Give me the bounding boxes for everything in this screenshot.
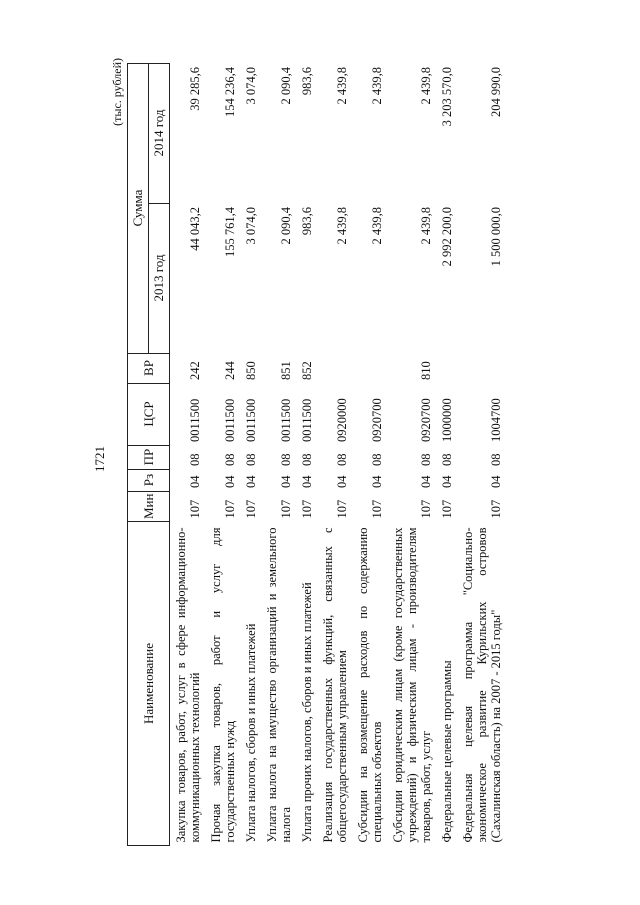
row-2014: 204 990,0	[489, 67, 503, 118]
row-2014: 154 236,4	[223, 67, 237, 118]
row-rz: 04	[223, 475, 237, 489]
row-2014: 3 203 570,0	[440, 67, 454, 127]
row-csr: 0011500	[188, 398, 202, 443]
row-name: Федеральные целевые программы	[440, 660, 454, 843]
header-csr: ЦСР	[128, 383, 170, 445]
row-csr: 0011500	[244, 398, 258, 443]
row-2013: 983,6	[300, 207, 314, 236]
row-rz: 04	[188, 475, 202, 489]
header-min: Мин	[128, 491, 170, 521]
row-pr: 08	[370, 453, 384, 467]
row-name: Прочая закупка товаров, работ и услуг для государственных нужд	[209, 527, 237, 843]
row-min: 107	[244, 499, 258, 519]
row-2014: 39 285,6	[188, 67, 202, 111]
row-min: 107	[300, 499, 314, 519]
row-rz: 04	[279, 475, 293, 489]
row-2013: 44 043,2	[188, 207, 202, 251]
row-vr: 852	[300, 361, 314, 381]
row-min: 107	[279, 499, 293, 519]
row-2013: 2 439,8	[335, 207, 349, 245]
row-csr: 0011500	[300, 398, 314, 443]
budget-table	[127, 63, 506, 846]
row-2013: 3 074,0	[244, 207, 258, 245]
row-vr	[436, 353, 457, 383]
row-min: 107	[370, 499, 384, 519]
row-min: 107	[188, 499, 202, 519]
row-rz: 04	[370, 475, 384, 489]
row-min: 107	[489, 499, 503, 519]
table-row	[387, 63, 436, 845]
row-csr: 0920000	[335, 398, 349, 443]
row-pr: 08	[440, 453, 454, 467]
row-rz: 04	[244, 475, 258, 489]
header-vr: ВР	[128, 353, 170, 383]
row-vr	[317, 353, 352, 383]
table-row	[436, 63, 457, 845]
row-csr: 0920700	[370, 398, 384, 443]
header-rz: Рз	[128, 469, 170, 491]
row-rz: 04	[440, 475, 454, 489]
row-name: Реализация государственных функций, связанных с общегосударственным управлением	[321, 527, 349, 843]
row-2013: 155 761,4	[223, 207, 237, 258]
row-pr: 08	[335, 453, 349, 467]
row-2014: 3 074,0	[244, 67, 258, 105]
row-pr: 08	[188, 453, 202, 467]
rotated-sheet	[80, 52, 560, 852]
row-rz: 04	[335, 475, 349, 489]
row-vr: 244	[223, 361, 237, 381]
row-pr: 08	[419, 453, 433, 467]
header-2014: 2014 год	[149, 63, 170, 203]
row-pr: 08	[489, 453, 503, 467]
table-row	[170, 63, 206, 845]
row-name: Уплата налогов, сборов и иных платежей	[244, 623, 258, 843]
row-vr: 850	[244, 361, 258, 381]
table-row	[352, 63, 387, 845]
row-2013: 2 439,8	[419, 207, 433, 245]
row-csr: 0011500	[223, 398, 237, 443]
table-row	[205, 63, 240, 845]
row-name: Субсидии юридическим лицам (кроме государственных учреждений) и физическим лицам - производителям товаров, работ, услуг	[391, 527, 433, 843]
row-rz: 04	[489, 475, 503, 489]
table-row	[296, 63, 317, 845]
header-pr: ПР	[128, 445, 170, 469]
table-body	[170, 63, 507, 845]
row-vr	[352, 353, 387, 383]
row-min: 107	[335, 499, 349, 519]
row-2014: 2 439,8	[370, 67, 384, 105]
row-2014: 2 439,8	[335, 67, 349, 105]
row-vr: 810	[419, 361, 433, 381]
row-csr: 0920700	[419, 398, 433, 443]
row-name: Субсидии на возмещение расходов по содержанию специальных объектов	[356, 527, 384, 843]
table-row	[261, 63, 296, 845]
header-name: Наименование	[128, 522, 170, 846]
row-vr	[457, 353, 506, 383]
row-csr: 1004700	[489, 398, 503, 443]
row-csr: 1000000	[440, 398, 454, 443]
header-2013: 2013 год	[149, 203, 170, 353]
row-pr: 08	[300, 453, 314, 467]
row-pr: 08	[244, 453, 258, 467]
row-name: Закупка товаров, работ, услуг в сфере информационно-коммуникационных технологий	[174, 527, 202, 843]
units-label: (тыс. рублей)	[110, 58, 124, 126]
row-2013: 2 439,8	[370, 207, 384, 245]
row-rz: 04	[300, 475, 314, 489]
row-2014: 983,6	[300, 67, 314, 96]
row-min: 107	[440, 499, 454, 519]
row-2014: 2 439,8	[419, 67, 433, 105]
row-csr: 0011500	[279, 398, 293, 443]
table-row	[240, 63, 261, 845]
row-2013: 1 500 000,0	[489, 207, 503, 267]
row-2013: 2 090,4	[279, 207, 293, 245]
header-sum: Сумма	[128, 63, 149, 353]
row-vr: 242	[188, 361, 202, 381]
row-name: Уплата налога на имущество организаций и земельного налога	[265, 527, 293, 843]
row-min: 107	[419, 499, 433, 519]
row-rz: 04	[419, 475, 433, 489]
table-header	[128, 63, 170, 845]
row-2014: 2 090,4	[279, 67, 293, 105]
row-pr: 08	[279, 453, 293, 467]
row-vr: 851	[279, 361, 293, 381]
row-name: Уплата прочих налогов, сборов и иных платежей	[300, 582, 314, 843]
row-min: 107	[223, 499, 237, 519]
page-number: 1721	[92, 446, 107, 472]
table-row	[317, 63, 352, 845]
table-row	[457, 63, 506, 845]
row-2013: 2 992 200,0	[440, 207, 454, 267]
row-pr: 08	[223, 453, 237, 467]
row-name: Федеральная целевая программа "Социально-экономическое развитие Курильских островов (Сахалинская область) на 2007 - 2015 годы"	[461, 527, 503, 843]
